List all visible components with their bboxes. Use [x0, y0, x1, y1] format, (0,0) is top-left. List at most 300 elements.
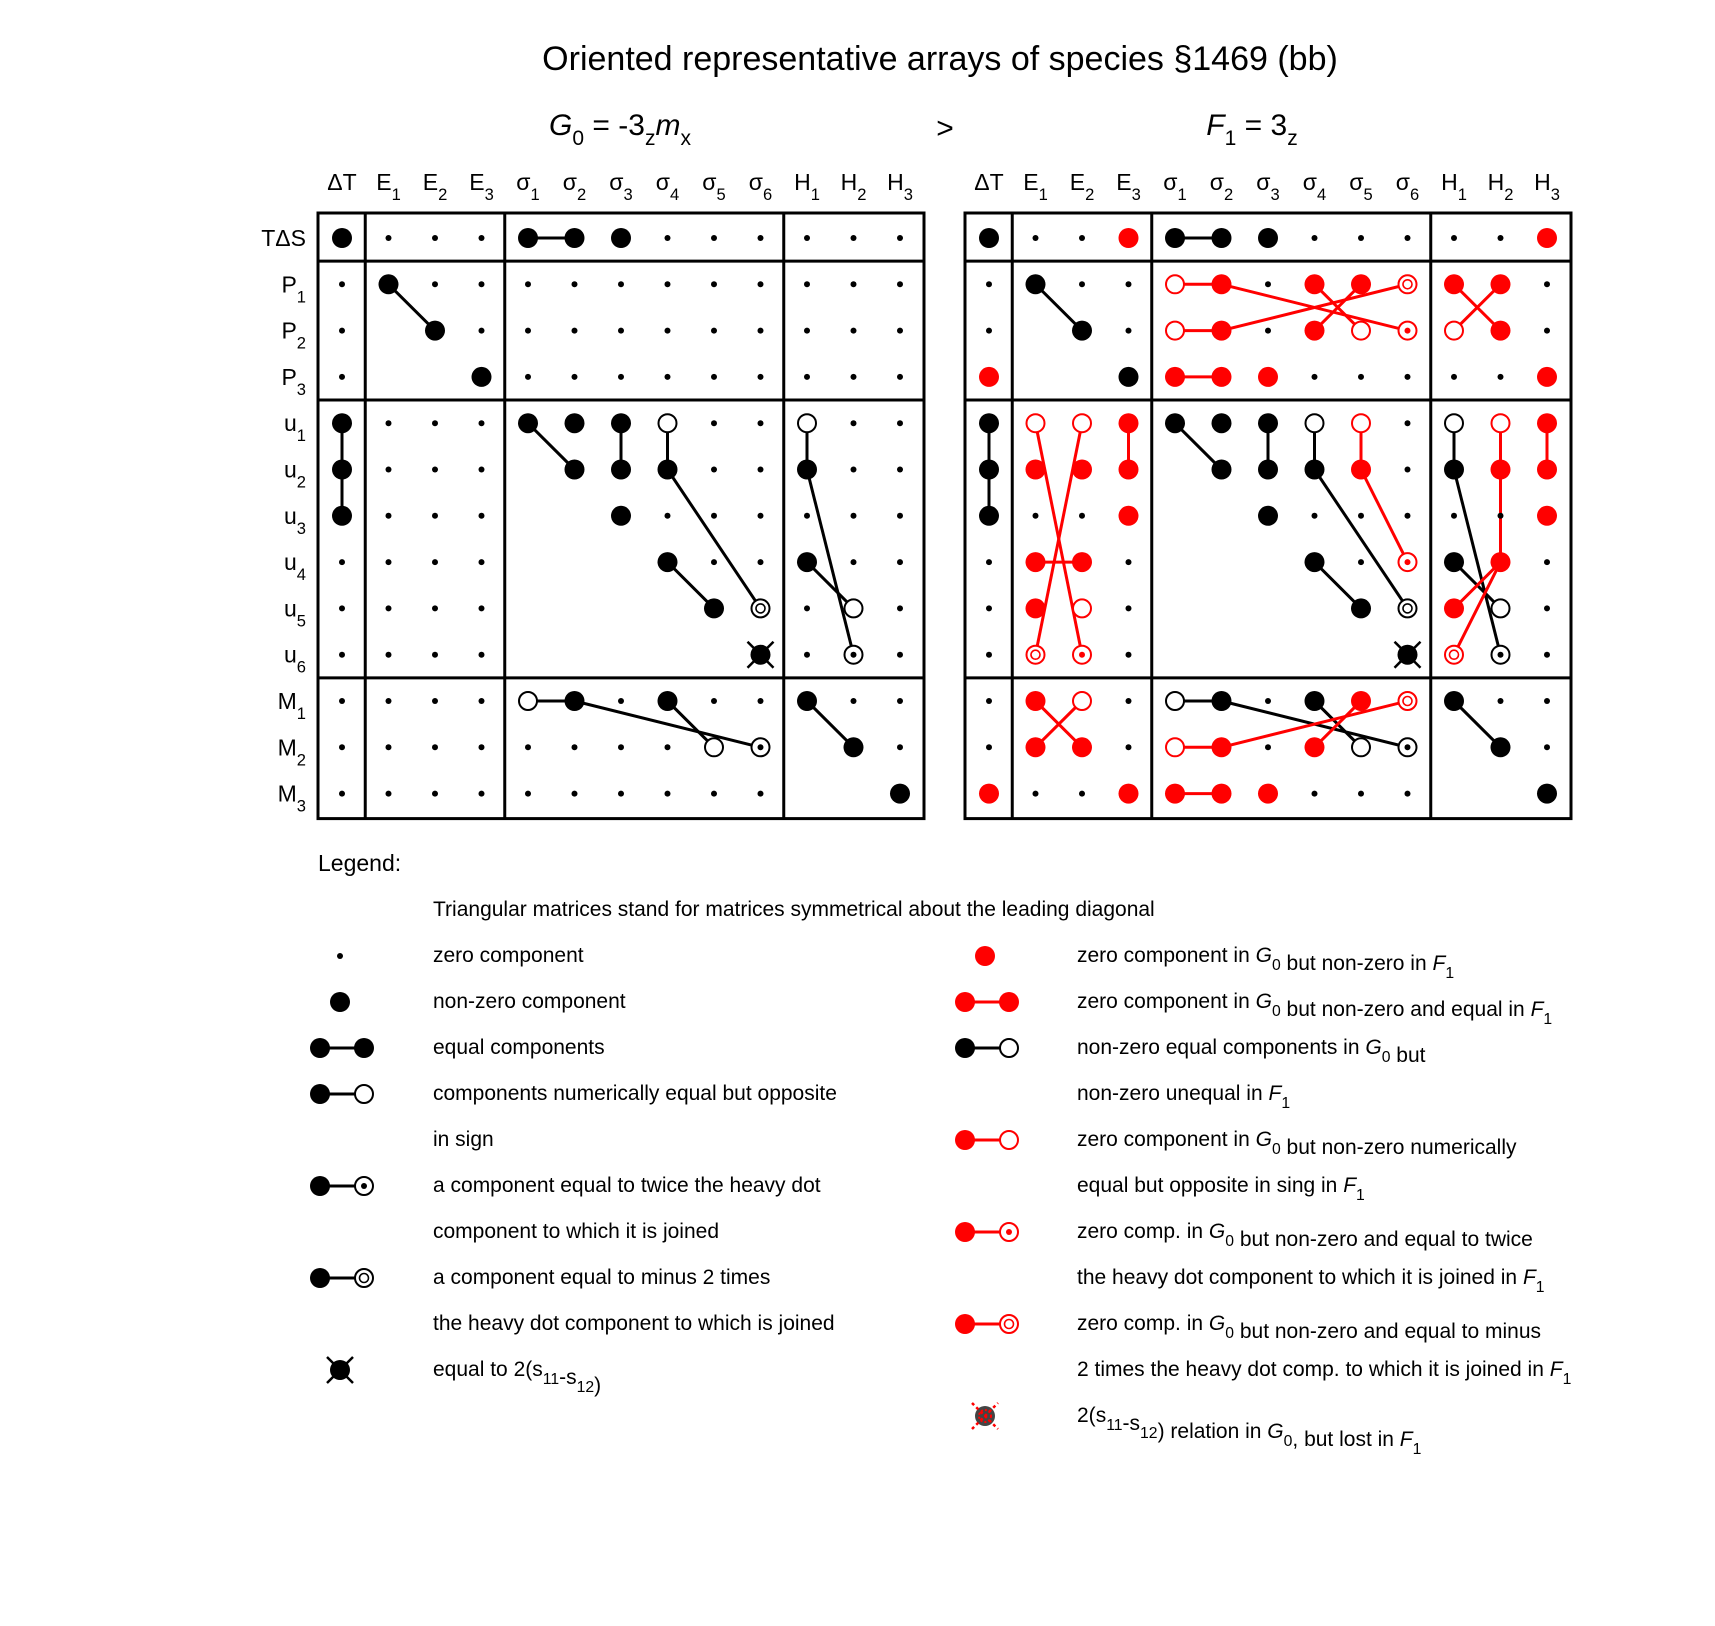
red-nonzero-dot — [1026, 460, 1046, 480]
legend-text: zero component — [433, 944, 584, 967]
zero-dot — [758, 420, 764, 426]
zero-dot — [618, 791, 624, 797]
nonzero-dot — [1165, 413, 1185, 433]
red-opposite-circle — [1073, 414, 1091, 432]
nonzero-dot — [332, 506, 352, 526]
nonzero-dot — [1258, 506, 1278, 526]
row-header: $P_1$ — [281, 271, 306, 307]
zero-dot — [386, 605, 392, 611]
legend-text: non-zero component — [433, 990, 626, 1013]
red-nonzero-dot — [1212, 737, 1232, 757]
red-opposite-circle — [1166, 322, 1184, 340]
nonzero-dot — [658, 691, 678, 711]
column-header: $H_3$ — [1534, 169, 1560, 204]
red-opposite-circle — [1166, 738, 1184, 756]
zero-dot — [1498, 374, 1504, 380]
zero-dot — [339, 328, 345, 334]
zero-dot — [386, 513, 392, 519]
link-line — [668, 470, 761, 609]
row-header: $P_2$ — [281, 317, 306, 353]
red-opposite-circle — [1492, 414, 1510, 432]
zero-dot — [1265, 328, 1271, 334]
zero-dot — [897, 513, 903, 519]
legend-icon-equal — [310, 1038, 374, 1058]
nonzero-dot — [1212, 228, 1232, 248]
red-twice-marker — [1399, 322, 1417, 340]
nonzero-dot — [979, 413, 999, 433]
zero-dot — [1079, 281, 1085, 287]
zero-dot — [525, 791, 531, 797]
column-header: $H_2$ — [840, 169, 867, 204]
legend-icon-cross — [327, 1357, 353, 1383]
zero-dot — [525, 744, 531, 750]
zero-dot — [386, 467, 392, 473]
legend-text: zero component in $G_0$ but non-zero in $F_1$ — [1077, 944, 1455, 982]
zero-dot — [897, 467, 903, 473]
red-nonzero-dot — [1491, 321, 1511, 341]
nonzero-dot — [1212, 413, 1232, 433]
red-minus-two-marker — [1027, 646, 1045, 664]
zero-dot — [1451, 513, 1457, 519]
row-header: $M_2$ — [277, 734, 306, 770]
nonzero-dot — [1305, 552, 1325, 572]
legend-text: component to which it is joined — [433, 1220, 719, 1243]
twice-marker — [1399, 738, 1417, 756]
legend-icon-dot — [337, 953, 343, 959]
zero-dot — [572, 791, 578, 797]
zero-dot — [572, 281, 578, 287]
zero-dot — [618, 698, 624, 704]
column-header: $E_3$ — [1116, 169, 1141, 204]
cross-marker — [1395, 642, 1421, 668]
zero-dot — [665, 235, 671, 241]
opposite-circle — [1352, 738, 1370, 756]
column-header: ΔT — [327, 169, 357, 195]
nonzero-dot — [797, 460, 817, 480]
column-header: $E_2$ — [1069, 169, 1095, 204]
legend-icon-r-minus2 — [955, 1314, 1018, 1334]
red-nonzero-dot — [1026, 737, 1046, 757]
red-nonzero-dot — [1212, 367, 1232, 387]
zero-dot — [1033, 235, 1039, 241]
nonzero-dot — [1444, 460, 1464, 480]
zero-dot — [851, 374, 857, 380]
zero-dot — [1405, 791, 1411, 797]
legend-icon-r-heavy — [975, 946, 995, 966]
red-nonzero-dot — [1351, 691, 1371, 711]
red-nonzero-dot — [1491, 274, 1511, 294]
zero-dot — [665, 513, 671, 519]
zero-dot — [1358, 513, 1364, 519]
column-header: $H_1$ — [794, 169, 820, 204]
nonzero-dot — [1351, 598, 1371, 618]
nonzero-dot — [1444, 552, 1464, 572]
zero-dot — [479, 744, 485, 750]
zero-dot — [1126, 328, 1132, 334]
nonzero-dot — [1119, 367, 1139, 387]
zero-dot — [665, 374, 671, 380]
zero-dot — [432, 513, 438, 519]
red-nonzero-dot — [1491, 460, 1511, 480]
red-nonzero-dot — [1026, 598, 1046, 618]
nonzero-dot — [1212, 460, 1232, 480]
zero-dot — [851, 513, 857, 519]
zero-dot — [986, 605, 992, 611]
zero-dot — [804, 374, 810, 380]
legend-text: zero component in $G_0$ but non-zero and equal in $F_1$ — [1077, 990, 1553, 1028]
zero-dot — [665, 791, 671, 797]
red-opposite-circle — [1073, 692, 1091, 710]
zero-dot — [1498, 698, 1504, 704]
nonzero-dot — [472, 367, 492, 387]
zero-dot — [1544, 744, 1550, 750]
zero-dot — [1079, 513, 1085, 519]
zero-dot — [758, 467, 764, 473]
zero-dot — [1405, 235, 1411, 241]
zero-dot — [986, 744, 992, 750]
matrix-f1 — [965, 169, 1571, 819]
legend-text: zero component in $G_0$ but non-zero numerically — [1077, 1128, 1517, 1159]
zero-dot — [1265, 281, 1271, 287]
red-nonzero-dot — [1351, 274, 1371, 294]
red-opposite-circle — [1445, 322, 1463, 340]
column-header: $\sigma_4$ — [1302, 169, 1327, 204]
zero-dot — [339, 559, 345, 565]
row-header: $M_3$ — [277, 780, 306, 816]
zero-dot — [851, 559, 857, 565]
opposite-circle — [1445, 414, 1463, 432]
nonzero-dot — [658, 460, 678, 480]
zero-dot — [479, 791, 485, 797]
nonzero-dot — [797, 691, 817, 711]
twice-marker — [845, 646, 863, 664]
zero-dot — [851, 698, 857, 704]
zero-dot — [1312, 791, 1318, 797]
legend-text: equal components — [433, 1036, 605, 1059]
zero-dot — [758, 791, 764, 797]
row-header: TΔS — [261, 225, 306, 251]
zero-dot — [339, 698, 345, 704]
opposite-circle — [1166, 692, 1184, 710]
zero-dot — [432, 467, 438, 473]
column-header: $\sigma_2$ — [562, 169, 587, 204]
nonzero-dot — [332, 413, 352, 433]
link-line — [1315, 470, 1408, 609]
minus-two-marker — [1399, 599, 1417, 617]
opposite-circle — [1492, 599, 1510, 617]
zero-dot — [432, 281, 438, 287]
nonzero-dot — [890, 784, 910, 804]
row-header: $u_3$ — [284, 502, 306, 538]
nonzero-dot — [425, 321, 445, 341]
zero-dot — [711, 513, 717, 519]
zero-dot — [711, 235, 717, 241]
red-nonzero-dot — [979, 784, 999, 804]
relation-symbol: > — [936, 112, 954, 145]
zero-dot — [851, 281, 857, 287]
zero-dot — [618, 744, 624, 750]
zero-dot — [1358, 559, 1364, 565]
figure-title: Oriented representative arrays of species §1469 (bb) — [542, 40, 1338, 78]
zero-dot — [1033, 513, 1039, 519]
zero-dot — [804, 328, 810, 334]
zero-dot — [897, 420, 903, 426]
legend-text: zero comp. in $G_0$ but non-zero and equal to minus — [1077, 1312, 1542, 1343]
nonzero-dot — [565, 460, 585, 480]
red-opposite-circle — [1166, 275, 1184, 293]
nonzero-dot — [658, 552, 678, 572]
zero-dot — [986, 281, 992, 287]
zero-dot — [1265, 744, 1271, 750]
legend-text: in sign — [433, 1128, 494, 1151]
zero-dot — [1126, 281, 1132, 287]
zero-dot — [1405, 467, 1411, 473]
twice-marker — [1492, 646, 1510, 664]
zero-dot — [804, 605, 810, 611]
zero-dot — [897, 744, 903, 750]
zero-dot — [897, 281, 903, 287]
zero-dot — [1312, 235, 1318, 241]
nonzero-dot — [611, 228, 631, 248]
opposite-circle — [1306, 414, 1324, 432]
red-opposite-circle — [1027, 414, 1045, 432]
red-nonzero-dot — [1537, 367, 1557, 387]
zero-dot — [711, 328, 717, 334]
zero-dot — [1126, 744, 1132, 750]
zero-dot — [1033, 791, 1039, 797]
legend-text: $2(s_{11}-s_{12})$ relation in $G_0$, but lost in $F_1$ — [1077, 1404, 1422, 1458]
group-headers — [549, 109, 1298, 150]
red-nonzero-dot — [1026, 552, 1046, 572]
group-label: $G_0 = -3_zm_x$ — [549, 109, 691, 150]
zero-dot — [479, 467, 485, 473]
red-minus-two-marker — [1399, 692, 1417, 710]
red-nonzero-dot — [1444, 598, 1464, 618]
nonzero-dot — [611, 460, 631, 480]
zero-dot — [758, 559, 764, 565]
red-nonzero-dot — [1119, 413, 1139, 433]
twice-marker — [752, 738, 770, 756]
red-minus-two-marker — [1399, 275, 1417, 293]
red-minus-two-marker — [1445, 646, 1463, 664]
zero-dot — [1544, 328, 1550, 334]
zero-dot — [897, 698, 903, 704]
row-header: $u_2$ — [284, 456, 306, 492]
zero-dot — [758, 235, 764, 241]
legend-icon-twice — [310, 1176, 373, 1196]
zero-dot — [339, 652, 345, 658]
nonzero-dot — [979, 460, 999, 480]
zero-dot — [525, 281, 531, 287]
red-nonzero-dot — [1537, 228, 1557, 248]
nonzero-dot — [332, 228, 352, 248]
column-header: $\sigma_1$ — [516, 169, 540, 204]
red-nonzero-dot — [1119, 506, 1139, 526]
zero-dot — [479, 652, 485, 658]
zero-dot — [618, 281, 624, 287]
red-nonzero-dot — [1537, 460, 1557, 480]
zero-dot — [711, 791, 717, 797]
zero-dot — [479, 281, 485, 287]
zero-dot — [386, 698, 392, 704]
cross-marker — [748, 642, 774, 668]
nonzero-dot — [1165, 228, 1185, 248]
column-header: $\sigma_5$ — [1349, 169, 1373, 204]
nonzero-dot — [518, 413, 538, 433]
zero-dot — [986, 559, 992, 565]
nonzero-dot — [1212, 691, 1232, 711]
zero-dot — [432, 235, 438, 241]
zero-dot — [665, 328, 671, 334]
zero-dot — [758, 698, 764, 704]
zero-dot — [711, 559, 717, 565]
zero-dot — [986, 652, 992, 658]
legend-text: the heavy dot component to which it is joined in $F_1$ — [1077, 1266, 1545, 1296]
zero-dot — [618, 328, 624, 334]
zero-dot — [1405, 374, 1411, 380]
zero-dot — [525, 374, 531, 380]
column-header: $\sigma_1$ — [1163, 169, 1187, 204]
red-nonzero-dot — [1351, 460, 1371, 480]
zero-dot — [758, 374, 764, 380]
red-nonzero-dot — [1119, 784, 1139, 804]
legend-text: equal but opposite in sing in $F_1$ — [1077, 1174, 1365, 1204]
legend-icon-k-dotted — [955, 1038, 1018, 1058]
legend-note: Triangular matrices stand for matrices symmetrical about the leading diagonal — [433, 898, 1155, 921]
zero-dot — [665, 281, 671, 287]
legend-text: a component equal to minus 2 times — [433, 1266, 771, 1289]
zero-dot — [804, 513, 810, 519]
nonzero-dot — [1072, 321, 1092, 341]
zero-dot — [525, 328, 531, 334]
nonzero-dot — [1026, 274, 1046, 294]
group-label: $F_1 = 3_z$ — [1206, 109, 1298, 150]
zero-dot — [1451, 235, 1457, 241]
opposite-circle — [519, 692, 537, 710]
zero-dot — [897, 652, 903, 658]
zero-dot — [386, 791, 392, 797]
minus-two-marker — [752, 599, 770, 617]
legend-text: non-zero unequal in $F_1$ — [1077, 1082, 1291, 1112]
zero-dot — [1544, 698, 1550, 704]
row-header: $M_1$ — [277, 688, 306, 723]
row-header: $u_4$ — [284, 549, 306, 585]
red-opposite-circle — [1352, 322, 1370, 340]
nonzero-dot — [1305, 691, 1325, 711]
zero-dot — [851, 420, 857, 426]
zero-dot — [339, 374, 345, 380]
red-nonzero-dot — [1165, 784, 1185, 804]
red-nonzero-dot — [1072, 460, 1092, 480]
nonzero-dot — [1258, 460, 1278, 480]
nonzero-dot — [1258, 413, 1278, 433]
red-nonzero-dot — [1072, 552, 1092, 572]
zero-dot — [804, 281, 810, 287]
nonzero-dot — [379, 274, 399, 294]
column-header: ΔT — [974, 169, 1004, 195]
zero-dot — [758, 513, 764, 519]
legend-text: a component equal to twice the heavy dot — [433, 1174, 821, 1197]
zero-dot — [1405, 420, 1411, 426]
zero-dot — [851, 328, 857, 334]
zero-dot — [1079, 791, 1085, 797]
red-twice-marker — [1399, 553, 1417, 571]
legend-text: 2 times the heavy dot comp. to which it is joined in $F_1$ — [1077, 1358, 1572, 1388]
column-header: $E_2$ — [422, 169, 448, 204]
column-header: $\sigma_6$ — [748, 169, 773, 204]
zero-dot — [479, 328, 485, 334]
red-nonzero-dot — [1305, 274, 1325, 294]
row-header: $u_5$ — [284, 595, 306, 631]
column-header: $\sigma_3$ — [1256, 169, 1280, 204]
nonzero-dot — [611, 506, 631, 526]
nonzero-dot — [979, 506, 999, 526]
zero-dot — [1498, 513, 1504, 519]
red-nonzero-dot — [1305, 321, 1325, 341]
zero-dot — [1358, 374, 1364, 380]
zero-dot — [386, 235, 392, 241]
red-twice-marker — [1073, 646, 1091, 664]
zero-dot — [711, 698, 717, 704]
zero-dot — [339, 744, 345, 750]
nonzero-dot — [518, 228, 538, 248]
zero-dot — [479, 513, 485, 519]
zero-dot — [432, 791, 438, 797]
column-header: $\sigma_4$ — [655, 169, 680, 204]
red-nonzero-dot — [1537, 506, 1557, 526]
red-nonzero-dot — [1258, 784, 1278, 804]
red-nonzero-dot — [1072, 737, 1092, 757]
nonzero-dot — [797, 552, 817, 572]
zero-dot — [432, 605, 438, 611]
red-nonzero-dot — [979, 367, 999, 387]
zero-dot — [1079, 235, 1085, 241]
zero-dot — [1126, 559, 1132, 565]
zero-dot — [711, 420, 717, 426]
nonzero-dot — [704, 598, 724, 618]
zero-dot — [1312, 513, 1318, 519]
legend-icon-opposite — [310, 1084, 373, 1104]
zero-dot — [711, 467, 717, 473]
legend-icon-r-cross — [972, 1403, 998, 1429]
zero-dot — [386, 559, 392, 565]
zero-dot — [665, 744, 671, 750]
legend-icon-r-opposite — [955, 1130, 1018, 1150]
red-nonzero-dot — [1119, 460, 1139, 480]
column-header: $H_1$ — [1441, 169, 1467, 204]
nonzero-dot — [565, 228, 585, 248]
zero-dot — [339, 791, 345, 797]
red-nonzero-dot — [1119, 228, 1139, 248]
nonzero-dot — [979, 228, 999, 248]
nonzero-dot — [1305, 460, 1325, 480]
column-header: $H_2$ — [1487, 169, 1514, 204]
row-header: $u_1$ — [284, 410, 306, 446]
column-header: $\sigma_5$ — [702, 169, 726, 204]
red-nonzero-dot — [1444, 274, 1464, 294]
nonzero-dot — [844, 737, 864, 757]
zero-dot — [1544, 559, 1550, 565]
zero-dot — [1451, 374, 1457, 380]
zero-dot — [479, 605, 485, 611]
column-header: $\sigma_3$ — [609, 169, 633, 204]
legend-icon-r-twice — [955, 1222, 1018, 1242]
nonzero-dot — [565, 413, 585, 433]
zero-dot — [804, 652, 810, 658]
zero-dot — [1126, 605, 1132, 611]
opposite-circle — [845, 599, 863, 617]
column-header: $H_3$ — [887, 169, 913, 204]
